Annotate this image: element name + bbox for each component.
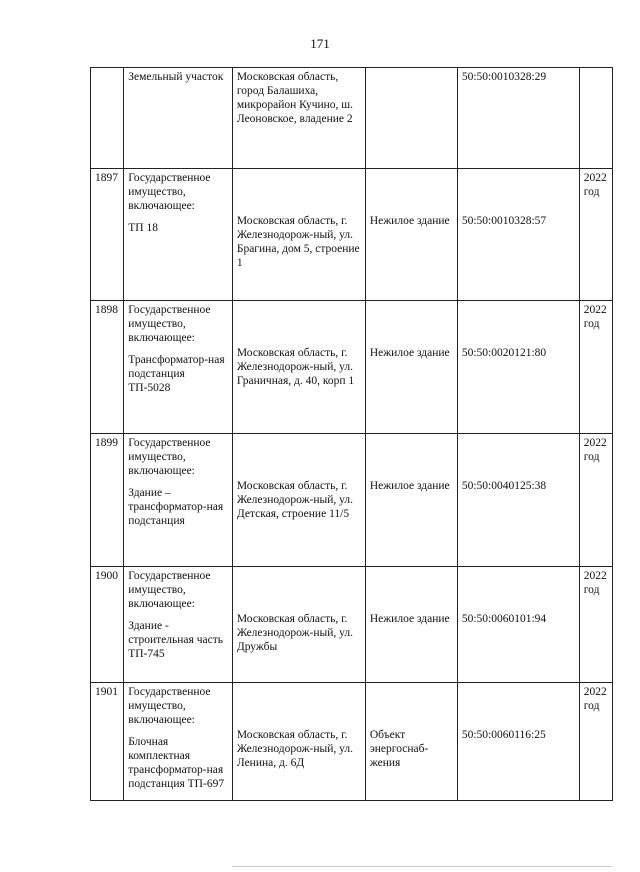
object-address: Московская область, город Балашиха, микрорайон Кучино, ш. Леоновское, владение 2 [236,71,354,125]
cadastral-number: 50:50:0060116:25 [461,729,546,741]
object-name: Блочная комплектная трансформатор-ная подстанция ТП-697 [128,736,225,790]
address-cell [232,68,365,169]
cadastral-cell [457,434,579,567]
object-name-cell [124,169,233,301]
type-cell [365,683,457,801]
row-number: 1900 [91,567,124,683]
cadastral-cell [457,169,579,301]
object-name-cell [124,434,233,567]
type-cell [365,169,457,301]
group-header: Государственное имущество, включающее: [128,570,211,610]
type-cell [365,434,457,567]
table-row [91,301,613,434]
object-address: Московская область, г. Железнодорож-ный, ул. Детская, строение 11/5 [236,480,354,520]
cadastral-number: 50:50:0010328:29 [457,68,579,169]
cadastral-number: 50:50:0010328:57 [461,215,547,227]
address-cell [232,169,365,301]
object-name: Земельный участок [128,71,224,83]
row-number: 1897 [91,169,124,301]
row-number: 1899 [91,434,124,567]
type-cell [365,301,457,434]
year-cell [579,68,612,169]
object-type: Нежилое здание [369,215,450,227]
object-name: Здание – трансформатор-ная подстанция [128,487,224,527]
object-address: Московская область, г. Железнодорож-ный, ул. Ленина, д. 6Д [236,729,354,769]
row-number [91,68,124,169]
row-number: 1898 [91,301,124,434]
address-cell [232,567,365,683]
object-type: Нежилое здание [369,480,450,492]
object-type: Нежилое здание [369,613,450,625]
year-cell: 2022 год [579,434,612,567]
group-header: Государственное имущество, включающее: [128,304,211,344]
table-row [91,567,613,683]
address-cell [232,683,365,801]
address-cell [232,301,365,434]
object-name-cell [124,301,233,434]
object-address: Московская область, г. Железнодорож-ный, ул. Дружбы [236,613,354,653]
year-cell: 2022 год [579,683,612,801]
object-address: Московская область, г. Железнодорож-ный, ул. Граничная, д. 40, корп 1 [236,347,355,387]
type-cell [365,567,457,683]
group-header: Государственное имущество, включающее: [128,437,211,477]
object-type: Объект энергоснаб-жения [369,729,429,769]
cadastral-cell [457,567,579,683]
group-header: Государственное имущество, включающее: [128,686,211,726]
table-row [91,434,613,567]
cadastral-cell [457,301,579,434]
cadastral-number: 50:50:0040125:38 [461,480,547,492]
table-row [91,169,613,301]
group-header: Государственное имущество, включающее: [128,172,211,212]
object-type: Нежилое здание [369,347,450,359]
footer-line [232,866,612,867]
table-row [91,68,613,169]
cadastral-number: 50:50:0020121:80 [461,347,547,359]
object-name-cell [124,683,233,801]
address-cell [232,434,365,567]
year-cell: 2022 год [579,169,612,301]
object-name: Здание - строительная часть ТП-745 [128,620,223,660]
object-name: ТП 18 [128,222,158,234]
property-register-table [90,67,613,801]
cadastral-cell [457,683,579,801]
object-address: Московская область, г. Железнодорож-ный, ул. Брагина, дом 5, строение 1 [236,215,360,269]
object-name-cell [124,567,233,683]
cadastral-number: 50:50:0060101:94 [461,613,547,625]
object-type [365,68,457,169]
page-number: 171 [310,36,330,51]
object-name: Трансформатор-ная подстанция ТП-5028 [128,354,225,394]
year-cell: 2022 год [579,567,612,683]
table-row [91,683,613,801]
object-name-cell [124,68,233,169]
row-number: 1901 [91,683,124,801]
year-cell: 2022 год [579,301,612,434]
